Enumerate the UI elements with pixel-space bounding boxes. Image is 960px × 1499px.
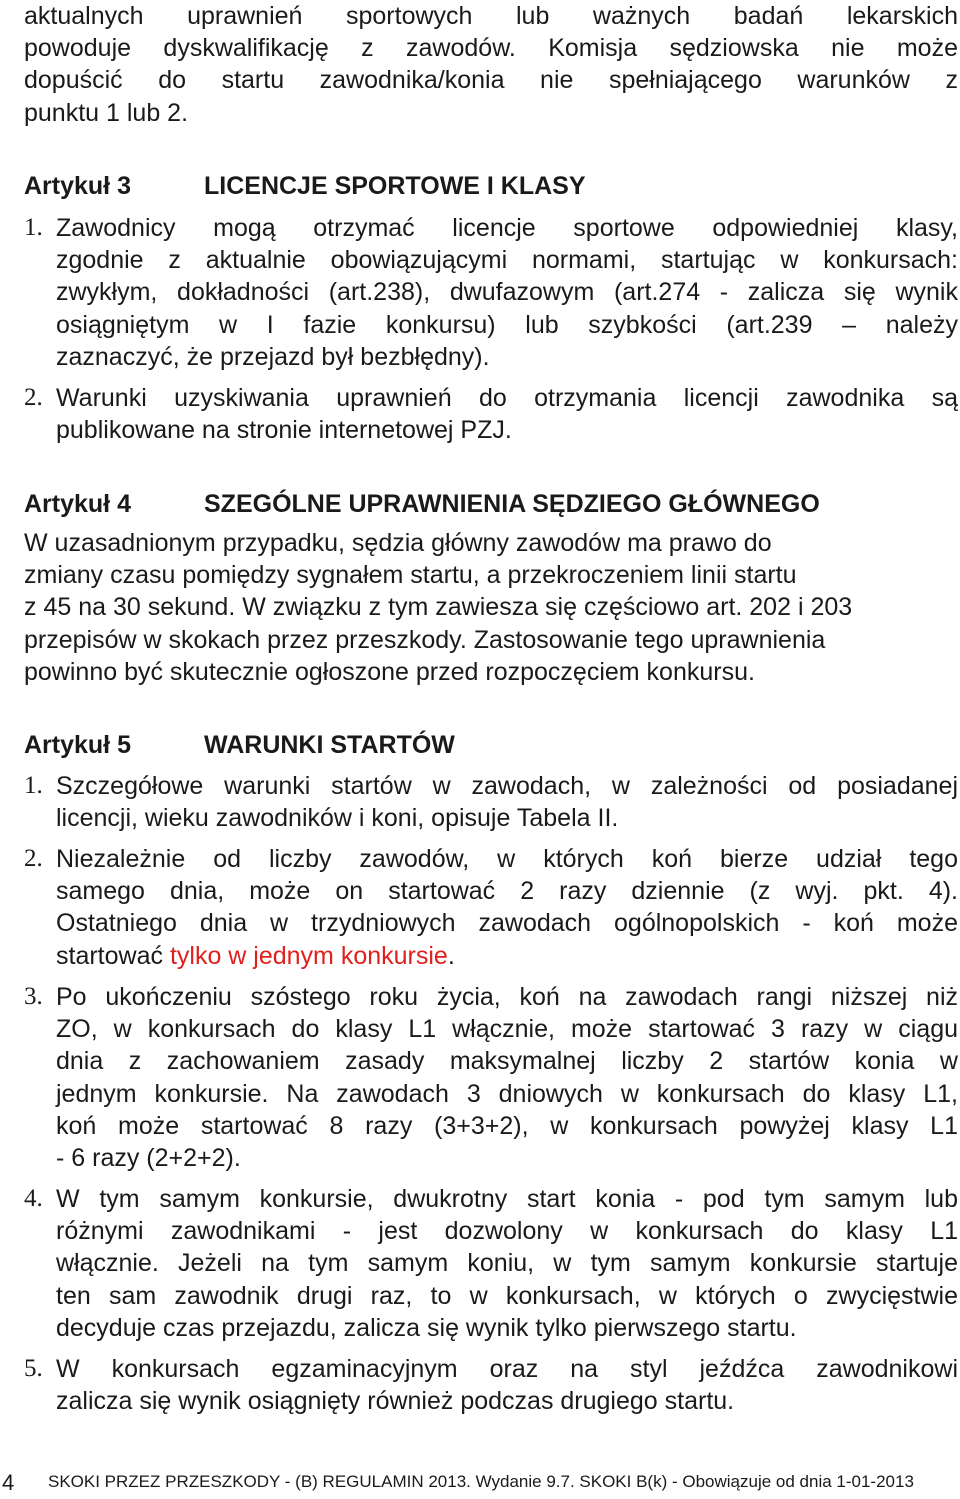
article-3-item-1 (24, 212, 958, 373)
paragraph-line: przepisów w skokach przez przeszkody. Zastosowanie tego uprawnienia (24, 625, 826, 654)
article-5-title: WARUNKI STARTÓW (204, 731, 455, 759)
article-5-item-4 (24, 1183, 958, 1344)
list-marker: 4. (24, 1185, 43, 1212)
list-marker: 2. (24, 845, 43, 872)
item-line: Warunki uzyskiwania uprawnień do otrzymania licencji zawodnika są (56, 384, 958, 412)
item-line: różnymi zawodnikami - jest dozwolony w konkursach do klasy L1 (56, 1217, 958, 1246)
intro-line: aktualnych uprawnień sportowych lub ważnych badań lekarskich (24, 2, 958, 30)
article-4-paragraph (24, 527, 958, 688)
item-line: zgodnie z aktualnie obowiązującymi normami, startując w konkursach: (56, 246, 958, 275)
item-line: publikowane na stronie internetowej PZJ. (56, 416, 512, 445)
footer-text: SKOKI PRZEZ PRZESZKODY - (B) REGULAMIN 2013. Wydanie 9.7. SKOKI B(k) - Obowiązuje od dnia 1-01-2013 (48, 1472, 914, 1491)
item-line-prefix: startować (56, 941, 170, 970)
item-line: Niezależnie od liczby zawodów, w których koń bierze udział tego (56, 845, 958, 873)
item-line: zalicza się wynik osiągnięty również podczas drugiego startu. (56, 1387, 735, 1416)
item-line: jednym konkursie. Na zawodach 3 dniowych w konkursach do klasy L1, (56, 1079, 958, 1108)
article-5-item-5 (24, 1353, 958, 1417)
item-line: Szczegółowe warunki startów w zawodach, w zależności od posiadanej (56, 772, 958, 800)
item-line (56, 940, 958, 972)
item-line: koń może startować 8 razy (3+3+2), w konkursach powyżej klasy L1 (56, 1111, 958, 1140)
list-marker: 1. (24, 214, 43, 241)
article-4-number: Artykuł 4 (24, 490, 131, 518)
item-line: zaznaczyć, że przejazd był bezbłędny). (56, 342, 490, 371)
article-3-item-2 (24, 382, 958, 446)
item-line: Zawodnicy mogą otrzymać licencje sportowe odpowiedniej klasy, (56, 214, 958, 242)
item-line: osiągniętym w I fazie konkursu) lub szybkości (art.239 – należy (56, 310, 958, 339)
item-line: licencji, wieku zawodników i koni, opisuje Tabela II. (56, 804, 619, 833)
list-marker: 3. (24, 983, 43, 1010)
article-5-item-2 (24, 843, 958, 972)
item-line: włącznie. Jeżeli na tym samym koniu, w tym samym konkursie startuje (56, 1249, 958, 1278)
item-line-suffix: . (447, 941, 455, 970)
article-5-number: Artykuł 5 (24, 731, 131, 759)
paragraph-line: W uzasadnionym przypadku, sędzia główny zawodów ma prawo do (24, 529, 772, 557)
item-line: zwykłym, dokładności (art.238), dwufazowym (art.274 - zalicza się wynik (56, 278, 958, 307)
item-line: W konkursach egzaminacyjnym oraz na styl jeźdźca zawodnikowi (56, 1355, 958, 1383)
highlighted-text: tylko w jednym konkursie (169, 941, 448, 970)
page-number: 4 (2, 1470, 15, 1495)
item-line: decyduje czas przejazdu, zalicza się wynik tylko pierwszego startu. (56, 1313, 797, 1342)
item-line: ZO, w konkursach do klasy L1 włącznie, może startować 3 razy w ciągu (56, 1015, 958, 1044)
item-line: - 6 razy (2+2+2). (56, 1144, 241, 1173)
article-5-item-3 (24, 981, 958, 1174)
paragraph-line: zmiany czasu pomiędzy sygnałem startu, a przekroczeniem linii startu (24, 561, 797, 590)
intro-line: powoduje dyskwalifikację z zawodów. Komisja sędziowska nie może (24, 34, 958, 63)
paragraph-line: powinno być skutecznie ogłoszone przed rozpoczęciem konkursu. (24, 657, 755, 686)
intro-paragraph (24, 0, 958, 129)
article-5-item-1 (24, 770, 958, 834)
item-line: ten sam zawodnik drugi raz, to w konkursach, w których o zwycięstwie (56, 1281, 958, 1310)
article-4-title: SZEGÓLNE UPRAWNIENIA SĘDZIEGO GŁÓWNEGO (204, 490, 820, 518)
intro-line: punktu 1 lub 2. (24, 98, 189, 127)
item-line: Po ukończeniu szóstego roku życia, koń na zawodach rangi niższej niż (56, 983, 958, 1011)
item-line: Ostatniego dnia w trzydniowych zawodach ogólnopolskich - koń może (56, 909, 958, 938)
list-marker: 5. (24, 1355, 43, 1382)
item-line: dnia z zachowaniem zasady maksymalnej liczby 2 startów konia w (56, 1047, 958, 1076)
intro-line: dopuścić do startu zawodnika/konia nie spełniającego warunków z (24, 66, 958, 95)
item-line: W tym samym konkursie, dwukrotny start konia - pod tym samym lub (56, 1185, 958, 1213)
article-3-title: LICENCJE SPORTOWE I KLASY (204, 172, 586, 200)
paragraph-line: z 45 na 30 sekund. W związku z tym zawiesza się częściowo art. 202 i 203 (24, 593, 853, 622)
item-line: samego dnia, może on startować 2 razy dziennie (z wyj. pkt. 4). (56, 877, 958, 906)
list-marker: 2. (24, 384, 43, 411)
article-3-number: Artykuł 3 (24, 172, 131, 200)
list-marker: 1. (24, 772, 43, 799)
page-footer (0, 1468, 960, 1498)
